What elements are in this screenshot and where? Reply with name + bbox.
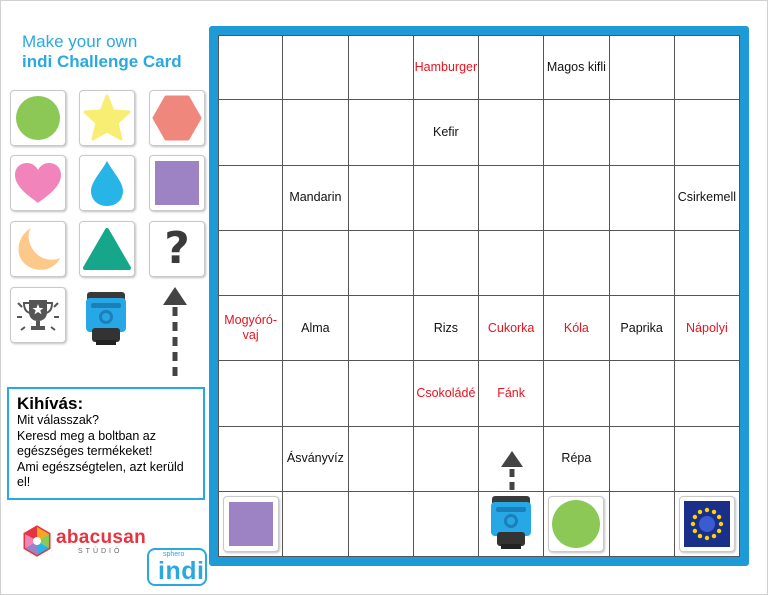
blue-drop-tile[interactable] <box>79 155 135 211</box>
board-cell[interactable] <box>544 296 609 361</box>
challenge-heading: Kihívás: <box>17 394 84 413</box>
start-arrow-icon <box>499 449 525 492</box>
purple-square-tile[interactable] <box>223 496 279 552</box>
board-cell[interactable] <box>218 296 283 361</box>
board-cell[interactable] <box>414 100 479 165</box>
healthy-item-label: Rizs <box>433 320 459 335</box>
eu-flag-tile[interactable] <box>679 496 735 552</box>
board-cell[interactable] <box>610 492 675 557</box>
board-cell[interactable] <box>218 166 283 231</box>
healthy-item-label: Répa <box>561 451 592 466</box>
board-cell[interactable] <box>479 166 544 231</box>
board-cell[interactable] <box>283 231 348 296</box>
board-cell[interactable] <box>675 427 740 492</box>
board-cell[interactable] <box>675 166 740 231</box>
blue-drop-icon <box>87 158 127 208</box>
challenge-line: Ami egészségtelen, azt kerüld <box>17 459 184 474</box>
sphero-label: sphero <box>163 551 185 558</box>
board-cell[interactable] <box>283 361 348 426</box>
board-cell[interactable] <box>479 231 544 296</box>
eu-flag-icon <box>683 500 731 548</box>
board-cell[interactable] <box>349 231 414 296</box>
healthy-item-label: Ásványvíz <box>286 451 344 466</box>
board-cell[interactable] <box>610 427 675 492</box>
board-cell[interactable] <box>544 166 609 231</box>
green-circle-tile[interactable] <box>10 90 66 146</box>
board-cell[interactable] <box>610 166 675 231</box>
board-cell[interactable] <box>610 100 675 165</box>
board-cell[interactable] <box>610 296 675 361</box>
board-cell[interactable] <box>283 427 348 492</box>
board-cell[interactable] <box>675 35 740 100</box>
challenge-line: el! <box>17 475 31 489</box>
challenge-line: Mit válasszak? <box>17 413 99 427</box>
red-hexagon-icon <box>152 93 202 143</box>
board-cell[interactable] <box>349 166 414 231</box>
purple-square-tile[interactable] <box>149 155 205 211</box>
board-cell[interactable] <box>479 100 544 165</box>
question-mark-icon: ? <box>164 223 190 274</box>
board-cell[interactable] <box>610 35 675 100</box>
trophy-icon <box>13 290 63 340</box>
red-hexagon-tile[interactable] <box>149 90 205 146</box>
challenge-line: egészséges termékeket! <box>17 444 153 458</box>
unhealthy-item-label: Fánk <box>497 385 526 400</box>
board-grid <box>218 35 740 557</box>
board-cell[interactable] <box>479 35 544 100</box>
unhealthy-item-label: Nápolyi <box>686 320 728 335</box>
board-cell[interactable] <box>218 361 283 426</box>
healthy-item-label: Alma <box>301 320 330 335</box>
board-cell[interactable] <box>414 427 479 492</box>
board-cell[interactable] <box>349 100 414 165</box>
healthy-item-label: Csirkemell <box>677 190 737 205</box>
abacusan-logo-text: abacusan <box>56 527 147 548</box>
unhealthy-item-label: Hamburger <box>414 60 478 75</box>
board-cell[interactable] <box>479 296 544 361</box>
teal-triangle-tile[interactable] <box>79 221 135 277</box>
board-cell[interactable] <box>414 35 479 100</box>
board-cell[interactable] <box>349 296 414 361</box>
board-cell[interactable] <box>479 427 544 492</box>
challenge-box <box>7 387 205 500</box>
board-cell[interactable] <box>283 492 348 557</box>
board-cell[interactable] <box>675 231 740 296</box>
green-circle-tile[interactable] <box>548 496 604 552</box>
healthy-item-label: Magos kifli <box>546 60 606 75</box>
board-cell[interactable] <box>218 427 283 492</box>
title-line-1: Make your own <box>22 32 138 51</box>
board-cell[interactable] <box>414 166 479 231</box>
path-arrow-icon <box>160 285 190 381</box>
unhealthy-item-label: Cukorka <box>487 320 535 335</box>
board-cell[interactable] <box>479 492 544 557</box>
board-cell[interactable] <box>349 35 414 100</box>
board-cell[interactable] <box>218 35 283 100</box>
board-cell[interactable] <box>675 100 740 165</box>
orange-moon-tile[interactable] <box>10 221 66 277</box>
board-cell[interactable] <box>544 427 609 492</box>
board-cell[interactable] <box>414 492 479 557</box>
abacusan-logo-subtitle: STÚDIÓ <box>78 548 123 555</box>
board-cell[interactable] <box>675 296 740 361</box>
unhealthy-item-label: Csokoládé <box>416 385 476 400</box>
orange-moon-icon <box>13 224 63 274</box>
challenge-text <box>17 413 195 491</box>
yellow-star-icon <box>82 93 132 143</box>
board-cell[interactable] <box>414 231 479 296</box>
board-cell[interactable] <box>610 361 675 426</box>
board-cell[interactable] <box>544 492 609 557</box>
board-cell[interactable] <box>544 231 609 296</box>
board-cell[interactable] <box>544 361 609 426</box>
indi-robot-icon[interactable] <box>489 494 533 554</box>
board-cell[interactable] <box>544 100 609 165</box>
healthy-item-label: Mandarin <box>289 190 342 205</box>
healthy-item-label: Kefir <box>433 124 459 139</box>
pink-heart-tile[interactable] <box>10 155 66 211</box>
yellow-star-tile[interactable] <box>79 90 135 146</box>
indi-badge <box>147 548 207 586</box>
board-cell[interactable] <box>349 492 414 557</box>
card-title <box>22 32 182 72</box>
board-cell[interactable] <box>283 296 348 361</box>
indi-logo-text: indi <box>158 557 205 585</box>
trophy-tile[interactable] <box>10 287 66 343</box>
title-line-2: indi Challenge Card <box>22 52 182 71</box>
question-tile[interactable] <box>149 221 205 277</box>
board-cell[interactable] <box>544 35 609 100</box>
board-cell[interactable] <box>414 361 479 426</box>
board-cell[interactable] <box>349 427 414 492</box>
board-cell[interactable] <box>349 361 414 426</box>
board-cell[interactable] <box>675 492 740 557</box>
board-cell[interactable] <box>414 296 479 361</box>
board-cell[interactable] <box>283 166 348 231</box>
board-cell[interactable] <box>218 100 283 165</box>
board-cell[interactable] <box>218 492 283 557</box>
board-cell[interactable] <box>218 231 283 296</box>
healthy-item-label: Paprika <box>620 320 663 335</box>
board-cell[interactable] <box>479 361 544 426</box>
unhealthy-item-label: Kóla <box>563 320 589 335</box>
purple-square-icon <box>154 160 200 206</box>
pink-heart-icon <box>12 159 64 207</box>
challenge-line: Keresd meg a boltban az <box>17 428 156 443</box>
unhealthy-item-label: Mogyóró-vaj <box>224 313 278 343</box>
board-cell[interactable] <box>610 231 675 296</box>
green-circle-icon <box>551 499 601 549</box>
board-cell[interactable] <box>283 35 348 100</box>
board-cell[interactable] <box>675 361 740 426</box>
green-circle-icon <box>14 94 62 142</box>
board-cell[interactable] <box>283 100 348 165</box>
game-board <box>209 26 749 566</box>
indi-robot-icon[interactable] <box>84 290 128 346</box>
abacusan-hexagon-icon <box>22 525 52 557</box>
teal-triangle-icon <box>82 226 132 272</box>
purple-square-icon <box>228 501 274 547</box>
